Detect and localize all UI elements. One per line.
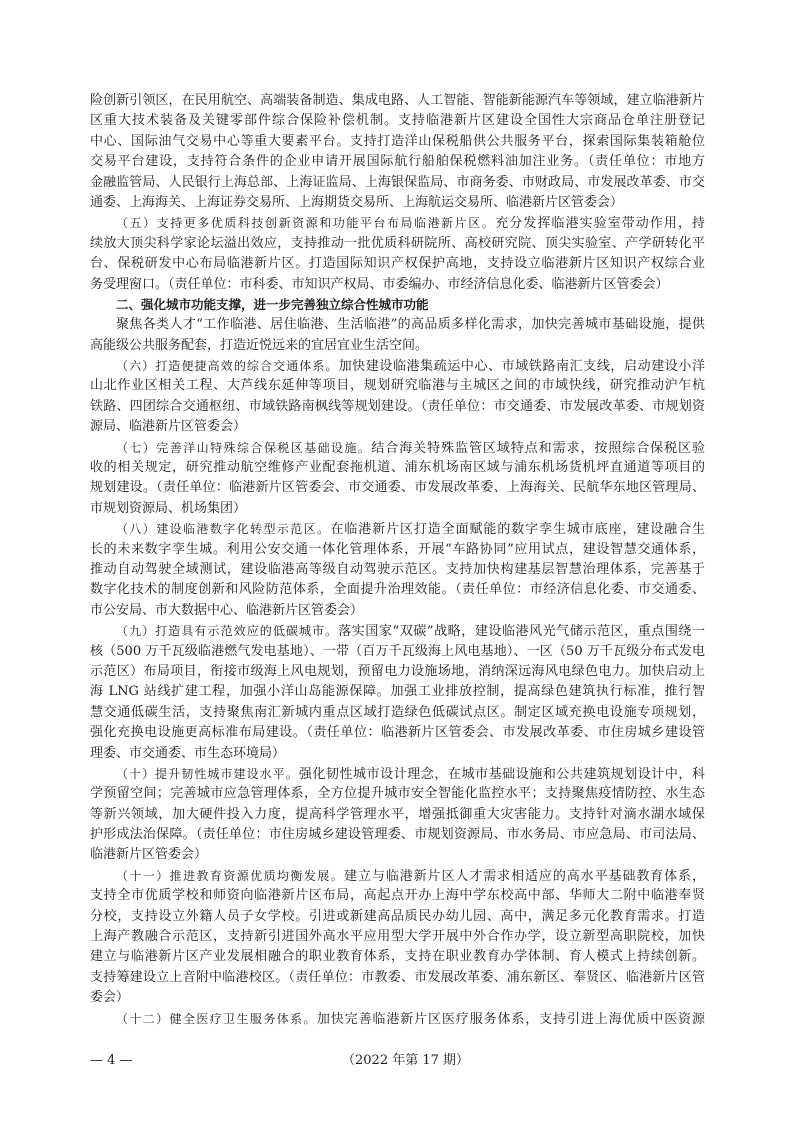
line-text: 市公安局、市大数据中心、临港新片区管委会） (90, 602, 364, 618)
subsection-title: （十）提升韧性城市建设水平。 (116, 766, 299, 781)
text-line (90, 988, 705, 1008)
line-text: 建立与临港新片区人才需求相适应的高水平基础教育体系， (344, 868, 705, 884)
text-line (90, 91, 705, 111)
subsection-title: （六）打造便捷高效的综合交通体系。 (116, 359, 339, 374)
line-text: 示范区）布局项目，衔接市级海上风电规划，预留电力设施场地，消纳深远海风电绿色电力。加快启动上 (90, 663, 705, 679)
document-body (90, 91, 705, 1029)
section-heading (90, 295, 705, 315)
paragraph (90, 519, 705, 621)
line-text: 支持筹建设立上音附中临港校区。（责任单位：市教委、市发展改革委、浦东新区、奉贤区、临港新片区管 (90, 969, 705, 985)
line-text: 理委、市交通委、市生态环境局） (90, 745, 286, 761)
text-line (90, 336, 705, 356)
line-text: 慧交通低碳生活，支持聚焦南汇新城内重点区域打造绿色低碳试点区。制定区域充换电设施专项规划， (90, 704, 705, 720)
line-text: 铁路、四团综合交通枢纽、市域铁路南枫线等规划建设。（责任单位：市交通委、市发展改革委、市规划资 (90, 398, 705, 414)
text-line (90, 927, 705, 947)
paragraph (90, 621, 705, 764)
text-line (90, 805, 705, 825)
text-line (90, 540, 705, 560)
text-line (90, 315, 705, 335)
line-text: 学预留空间；完善城市应急管理体系，全方位提升城市安全智能化监控水平；支持聚焦疫情防控、水生态 (90, 786, 705, 802)
line-text: 数字化技术的制度创新和风险防范体系，全面提升治理效能。（责任单位：市经济信息化委、市交通委、 (90, 582, 705, 598)
paragraph (90, 213, 705, 295)
line-text: 规划建设。（责任单位：临港新片区管委会、市交通委、市发展改革委、上海海关、民航华东地区管理局、 (90, 480, 705, 496)
text-line (90, 682, 705, 702)
line-text: 临港新片区管委会） (90, 847, 208, 863)
line-text: 加快完善临港新片区医疗服务体系，支持引进上海优质中医资源 (316, 1011, 705, 1027)
text-line (90, 703, 705, 723)
subsection-title: （七）完善洋山特殊综合保税区基础设施。 (116, 440, 372, 455)
line-text: 在临港新片区打造全面赋能的数字孪生城市底座，建设融合生 (330, 522, 705, 538)
subsection-title: （八）建设临港数字化转型示范区。 (116, 522, 331, 537)
text-line (90, 173, 705, 193)
paragraph (90, 356, 705, 438)
text-line (90, 132, 705, 152)
line-text: 源局、临港新片区管委会） (90, 419, 247, 435)
text-line (90, 478, 705, 498)
text-line (90, 417, 705, 437)
paragraph (90, 764, 705, 866)
line-text: 强化韧性城市设计理念，在城市基础设施和公共建筑规划设计中，科 (298, 766, 705, 782)
paragraph (90, 1009, 705, 1029)
text-line (90, 234, 705, 254)
text-line (90, 744, 705, 764)
line-text: 充分发挥临港实验室带动作用，持 (495, 216, 705, 232)
line-text: 收的相关规定，研究推动航空维修产业配套拖机道、浦东机场南区域与浦东机场货机坪直通道等项目的 (90, 460, 705, 476)
line-text: 加快建设临港集疏运中心、市域铁路南汇支线，启动建设小洋 (338, 359, 705, 375)
line-text: 核（500 万千瓦级临港燃气发电基地）、一带（百万千瓦级海上风电基地）、一区（50 万千瓦级分布式发电 (90, 643, 705, 659)
line-text: 护形成法治保障。（责任单位：市住房城乡建设管理委、市规划资源局、市水务局、市应急局、市司法局、 (90, 827, 705, 843)
text-line (90, 275, 705, 295)
text-line (90, 947, 705, 967)
paragraph (90, 438, 705, 520)
line-text: 上海产教融合示范区，支持新引进国外高水平应用型大学开展中外合作办学，设立新型高职院校，加快 (90, 929, 705, 945)
text-line (90, 213, 705, 233)
page-footer (90, 1051, 705, 1071)
line-text: 聚焦各类人才“工作临港、居住临港、生活临港”的高品质多样化需求，加快完善城市基础设施，提供 (116, 317, 705, 333)
paragraph (90, 91, 705, 213)
line-text: 委会） (90, 990, 130, 1006)
paragraph (90, 315, 705, 356)
text-line (90, 193, 705, 213)
text-line (90, 845, 705, 865)
text-line (90, 519, 705, 539)
text-line (90, 764, 705, 784)
line-text: 落实国家“双碳”战略，建设临港风光气储示范区，重点围绕一 (338, 624, 705, 640)
text-line (90, 499, 705, 519)
text-line (90, 723, 705, 743)
text-line (90, 642, 705, 662)
line-text: 推动自动驾驶全域测试，建设临港高等级自动驾驶示范区。支持加快构建基层智慧治理体系，完善基于 (90, 561, 705, 577)
text-line (90, 152, 705, 172)
line-text: 强化充换电设施更高标准布局建设。（责任单位：临港新片区管委会、市发展改革委、市住房城乡建设管 (90, 725, 705, 741)
line-text: 续放大顶尖科学家论坛溢出效应，支持推动一批优质科研院所、高校研究院、顶尖实验室、产学研转化平 (90, 235, 705, 251)
text-line (90, 254, 705, 274)
subsection-title: （十一）推进教育资源优质均衡发展。 (116, 868, 345, 883)
line-text: 台、保税研发中心布局临港新片区。打造国际知识产权保护高地，支持设立临港新片区知识产权综合业 (90, 256, 705, 272)
line-text: 等新兴领域，加大硬件投入力度，提高科学管理水平，增强抵御重大灾害能力。支持针对滴水湖水域保 (90, 806, 705, 822)
text-line (90, 886, 705, 906)
text-line (90, 356, 705, 376)
issue-label: （2022 年第 17 期） (342, 1053, 470, 1068)
text-line (90, 907, 705, 927)
line-text: 险创新引领区，在民用航空、高端装备制造、集成电路、人工智能、智能新能源汽车等领域，建立临港新片 (90, 93, 705, 108)
line-text: 高能级公共服务配套，打造近悦远来的宜居宜业生活空间。 (90, 337, 429, 353)
text-line (90, 458, 705, 478)
line-text: 山北作业区相关工程、大芦线东延伸等项目，规划研究临港与主城区之间的市域快线，研究推动沪乍杭 (90, 378, 705, 394)
paragraph (90, 866, 705, 1009)
line-text: 金融监管局、人民银行上海总部、上海证监局、上海银保监局、市商务委、市财政局、市发展改革委、市交 (90, 174, 705, 190)
text-line (90, 1009, 705, 1029)
text-line: 二、强化城市功能支撑，进一步完善独立综合性城市功能 (116, 296, 429, 312)
text-line (90, 621, 705, 641)
text-line (90, 825, 705, 845)
text-line (90, 866, 705, 886)
text-line (90, 560, 705, 580)
text-line (90, 376, 705, 396)
line-text: 建立与临港新片区产业发展相融合的职业教育体系，支持在职业教育办学体制、育人模式上持续创新。 (90, 949, 705, 965)
line-text: 支持全市优质学校和师资向临港新片区布局，高起点开办上海中学东校高中部、华师大二附中临港奉贤 (90, 888, 705, 904)
text-line (90, 784, 705, 804)
text-line (90, 397, 705, 417)
page-number: — 4 — (90, 1053, 133, 1068)
text-line (90, 111, 705, 131)
line-text: 市规划资源局、机场集团） (90, 500, 247, 516)
line-text: 务受理窗口。（责任单位：市科委、市知识产权局、市委编办、市经济信息化委、临港新片区管委会） (90, 276, 669, 292)
text-line (90, 438, 705, 458)
line-text: 结合海关特殊监管区域特点和需求，按照综合保税区验 (371, 440, 705, 456)
line-text: 分校，支持设立外籍人员子女学校。引进或新建高品质民办幼儿园、高中，满足多元化教育需求。打造 (90, 908, 705, 924)
line-text: 海 LNG 站线扩建工程，加强小洋山岛能源保障。加强工业排放控制，提高绿色建筑执行标准，推行智 (90, 684, 705, 700)
subsection-title: （九）打造具有示范效应的低碳城市。 (116, 624, 339, 639)
line-text: 交易平台建设，支持符合条件的企业申请开展国际航行船舶保税燃料油加注业务。（责任单位：市地方 (90, 154, 705, 170)
line-text: 中心、国际油气交易中心等重大要素平台。支持打造洋山保税船供公共服务平台，探索国际集装箱舱位 (90, 133, 705, 149)
line-text: 通委、上海海关、上海证券交易所、上海期货交易所、上海航运交易所、临港新片区管委会） (90, 194, 624, 210)
text-line (90, 580, 705, 600)
text-line (90, 968, 705, 988)
line-text: 长的未来数字孪生城。利用公安交通一体化管理体系，开展“车路协同”应用试点，建设智慧交通体系， (90, 541, 705, 557)
text-line (90, 601, 705, 621)
subsection-title: （五）支持更多优质科技创新资源和功能平台布局临港新片区。 (116, 216, 496, 231)
line-text: 区重大技术装备及关键零部件综合保险补偿机制。支持临港新片区建设全国性大宗商品仓单注册登记 (90, 113, 705, 129)
subsection-title: （十二）健全医疗卫生服务体系。 (116, 1011, 317, 1026)
text-line (90, 662, 705, 682)
